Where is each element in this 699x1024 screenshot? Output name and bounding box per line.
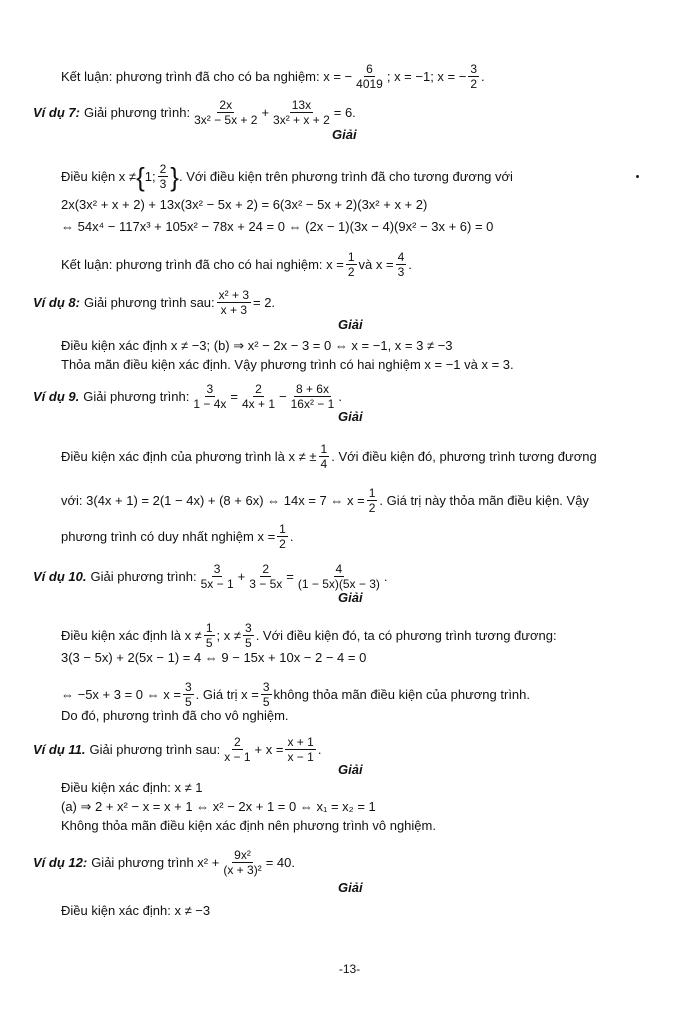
- example-label: Ví dụ 7:: [33, 104, 80, 120]
- condition-line: Điều kiện xác định: x ≠ −3: [61, 903, 211, 918]
- text: = 2.: [253, 294, 276, 310]
- text: .: [383, 568, 388, 584]
- equation-line: (a) ⇒ 2 + x² − x = x + 1 ⇔ x² − 2x + 1 = 0 ⇔ x₁ = x₂ = 1: [61, 799, 376, 814]
- text: .: [408, 256, 412, 272]
- fraction: $\frac{x + 1}{x - 1}$: [287, 735, 314, 764]
- example-9-heading: [33, 382, 342, 411]
- text: ; x = −1; x = −: [386, 68, 467, 84]
- fraction: $\frac{2}{x - 1}$: [224, 735, 251, 764]
- fraction: $\frac{2}{3 - 5x}$: [249, 562, 283, 591]
- example-label: Ví dụ 8:: [33, 294, 80, 310]
- text: .: [289, 528, 294, 544]
- text: ; x ≠: [216, 627, 241, 643]
- text: −: [279, 388, 287, 404]
- solution-heading: Giải: [338, 880, 363, 895]
- fraction: $\frac{6}{4019}$: [356, 62, 383, 91]
- text: .: [317, 741, 322, 757]
- text: Giải phương trình:: [83, 104, 191, 120]
- fraction: $\frac{1}{2}$: [279, 522, 286, 551]
- example-label: Ví dụ 10.: [33, 568, 87, 584]
- text: . Với điều kiện trên phương trình đã cho tương đương với: [178, 168, 513, 184]
- condition-line: [61, 162, 513, 191]
- text: Giải phương trình:: [90, 568, 197, 584]
- fraction: $\frac{4}{3}$: [397, 250, 405, 279]
- equation-line: 3(3 − 5x) + 2(5x − 1) = 4 ⇔ 9 − 15x + 10x − 2 − 4 = 0: [61, 650, 367, 665]
- fraction: $\frac{2}{4x + 1}$: [241, 382, 276, 411]
- fraction: $\frac{1}{4}$: [320, 442, 328, 471]
- equation-line: [61, 680, 530, 709]
- example-10-heading: [33, 562, 388, 591]
- example-7-heading: [33, 98, 356, 127]
- solution-heading: Giải: [338, 762, 363, 777]
- solution-heading: Giải: [338, 409, 363, 424]
- example-label: Ví dụ 11.: [33, 741, 86, 757]
- text: +: [237, 568, 246, 584]
- fraction: $\frac{8 + 6x}{\text{16x² − 1}}$: [290, 382, 335, 411]
- text: Điều kiện xác định của phương trình là x ≠ ±: [61, 448, 317, 464]
- text: . Giá trị này thỏa mãn điều kiện. Vậy: [379, 492, 589, 508]
- fraction: $\frac{2}{3}$: [159, 162, 167, 191]
- example-label: Ví dụ 12:: [33, 854, 88, 870]
- fraction: $\frac{3}{5}$: [184, 680, 192, 709]
- text: với: 3(4x + 1) = 2(1 − 4x) + (8 + 6x) ⇔ 14x = 7 ⇔ x =: [61, 492, 365, 508]
- text: =: [230, 388, 238, 404]
- text: = 40.: [265, 854, 295, 870]
- solution-heading: Giải: [338, 590, 363, 605]
- fraction: $\frac{\text{x² + 3}}{x + 3}$: [218, 288, 249, 317]
- text: + x =: [254, 741, 284, 757]
- text: .: [338, 388, 342, 404]
- text: Giải phương trình sau:: [89, 741, 221, 757]
- fraction: $\frac{13x}{\text{3x² + x + 2}}$: [273, 98, 330, 127]
- fraction: $\frac{1}{2}$: [368, 486, 376, 515]
- fraction: $\frac{1}{2}$: [347, 250, 355, 279]
- equation-line: 2x(3x² + x + 2) + 13x(3x² − 5x + 2) = 6(3x² − 5x + 2)(3x² + x + 2): [61, 197, 428, 212]
- conclusion-line: Thỏa mãn điều kiện xác định. Vậy phương trình có hai nghiệm x = −1 và x = 3.: [61, 357, 514, 372]
- condition-line: [61, 621, 557, 650]
- text: +: [261, 104, 270, 120]
- text: 1;: [144, 168, 156, 184]
- text: phương trình có duy nhất nghiệm x =: [61, 528, 276, 544]
- text: Điều kiện x ≠: [61, 168, 137, 184]
- conclusion-line: Không thỏa mãn điều kiện xác định nên phương trình vô nghiệm.: [61, 818, 436, 833]
- text: . Với điều kiện đó, phương trình tương đương: [331, 448, 597, 464]
- text: =: [286, 568, 294, 584]
- text: và x =: [358, 256, 394, 272]
- brace: {: [136, 161, 145, 192]
- fraction: $\frac{3}{2}$: [470, 62, 478, 91]
- text: . Với điều kiện đó, ta có phương trình tương đương:: [255, 627, 557, 643]
- fraction: $\frac{1}{5}$: [205, 621, 213, 650]
- condition-line: [61, 442, 597, 471]
- text: Giải phương trình:: [83, 388, 190, 404]
- condition-line: Điều kiện xác định x ≠ −3; (b) ⇒ x² − 2x − 3 = 0 ⇔ x = −1, x = 3 ≠ −3: [61, 338, 453, 353]
- text: ⇔ −5x + 3 = 0 ⇔ x =: [61, 686, 181, 702]
- text: Kết luận: phương trình đã cho có ba nghiệm: x = −: [61, 68, 353, 84]
- text: Giải phương trình x² +: [91, 854, 220, 870]
- fraction: $\frac{3}{5x - 1}$: [200, 562, 234, 591]
- example-8-heading: [33, 288, 275, 317]
- conclusion-line: [61, 522, 293, 551]
- conclusion-three-roots: [61, 62, 485, 91]
- example-12-heading: [33, 848, 295, 877]
- conclusion-two-roots: [61, 250, 412, 279]
- text: Điều kiện xác định là x ≠: [61, 627, 202, 643]
- stray-dot: [636, 175, 639, 178]
- equation-line: ⇔ 54x⁴ − 117x³ + 105x² − 78x + 24 = 0 ⇔ (2x − 1)(3x − 4)(9x² − 3x + 6) = 0: [61, 219, 494, 234]
- solution-heading: Giải: [338, 317, 363, 332]
- equation-line: [61, 486, 589, 515]
- condition-line: Điều kiện xác định: x ≠ 1: [61, 780, 203, 795]
- text: = 6.: [333, 104, 356, 120]
- fraction: $\frac{\text{9x²}}{\text{(x + 3)²}}$: [223, 848, 262, 877]
- text: . Giá trị x =: [195, 686, 259, 702]
- example-11-heading: [33, 735, 321, 764]
- fraction: $\frac{3}{5}$: [262, 680, 270, 709]
- text: .: [481, 68, 485, 84]
- fraction: $\frac{4}{(1 - 5x)(5x - 3)}$: [297, 562, 380, 591]
- solution-heading: Giải: [332, 127, 357, 142]
- text: Kết luận: phương trình đã cho có hai nghiệm: x =: [61, 256, 344, 272]
- fraction: $\frac{2x}{\text{3x² − 5x + 2}}$: [194, 98, 258, 127]
- fraction: $\frac{3}{1 - 4x}$: [193, 382, 227, 411]
- text: không thỏa mãn điều kiện của phương trình.: [273, 686, 530, 702]
- example-label: Ví dụ 9.: [33, 388, 80, 404]
- brace: }: [170, 161, 179, 192]
- text: Giải phương trình sau:: [83, 294, 215, 310]
- fraction: $\frac{3}{5}$: [245, 621, 252, 650]
- conclusion-line: Do đó, phương trình đã cho vô nghiệm.: [61, 708, 289, 723]
- page-number: -13-: [338, 962, 361, 976]
